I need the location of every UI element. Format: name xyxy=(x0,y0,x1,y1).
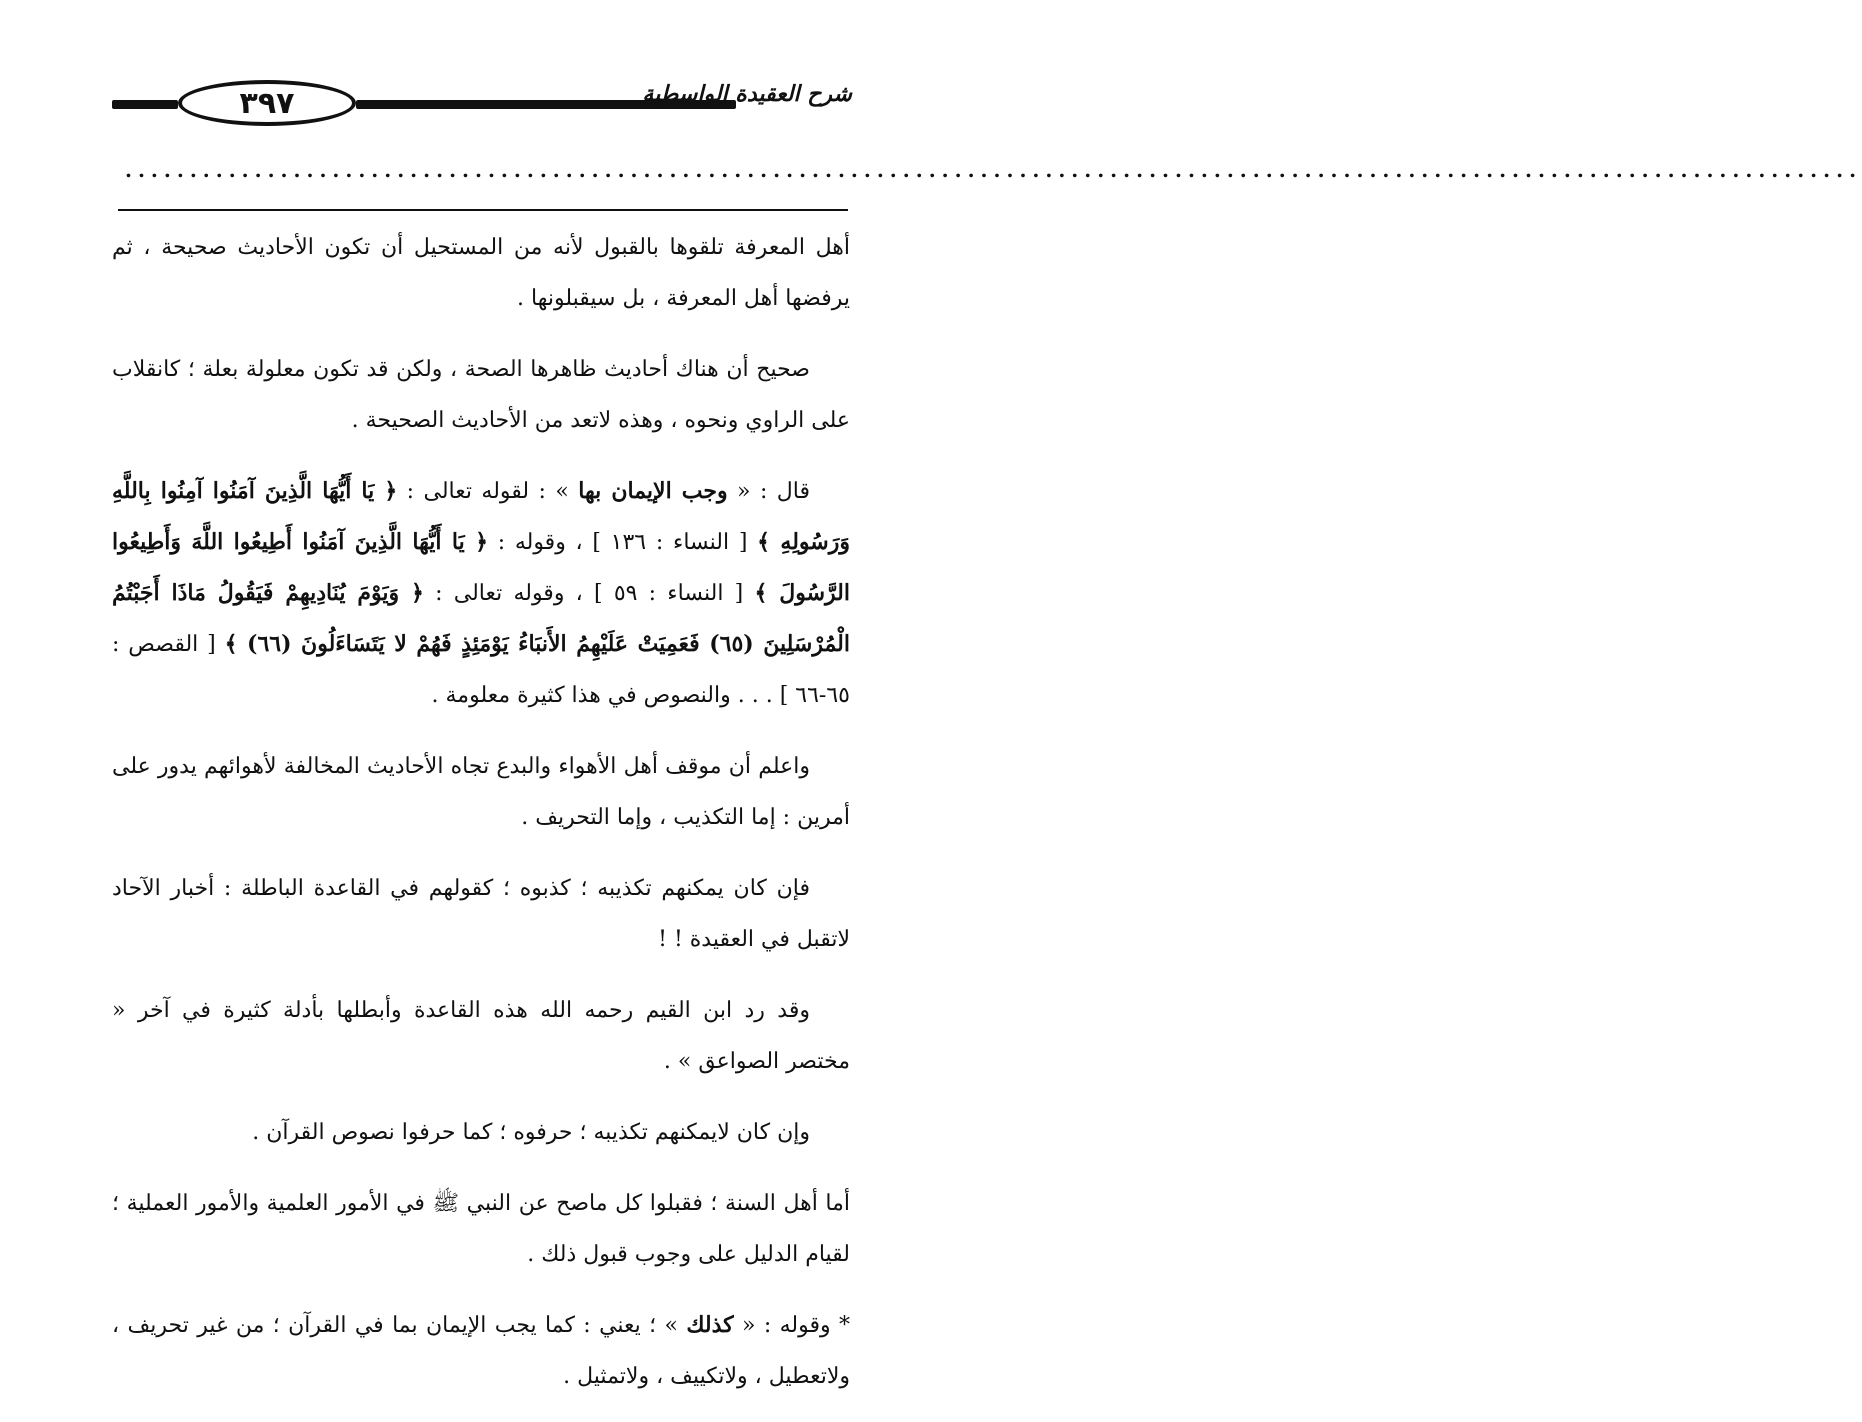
paragraph xyxy=(112,1300,850,1402)
text-run: وإن كان لايمكنهم تكذيبه ؛ حرفوه ؛ كما حرفوا نصوص القرآن . xyxy=(252,1120,810,1145)
paragraph xyxy=(112,863,850,965)
text-run: [ النساء : ٥٩ ] ، وقوله تعالى : xyxy=(423,581,755,606)
text-run: [ النساء : ١٣٦ ] ، وقوله : xyxy=(487,530,758,555)
paragraph xyxy=(112,741,850,843)
paragraph xyxy=(112,466,850,721)
text-run: [ القصص : ٦٥-٦٦ ] . . . والنصوص في هذا كثيرة معلومة . xyxy=(112,632,850,708)
paragraph xyxy=(112,344,850,446)
paragraph xyxy=(112,222,850,324)
emphasized-text: ﴿ يَا أَيُّهَا الَّذِينَ آمَنُوا آمِنُوا بِاللَّهِ وَرَسُولِهِ ﴾ xyxy=(112,478,850,555)
text-run: قال : « xyxy=(727,479,810,504)
text-run: واعلم أن موقف أهل الأهواء والبدع تجاه الأحاديث المخالفة لأهوائهم يدور على أمرين : إما التكذيب ، وإما التحريف . xyxy=(112,754,850,830)
text-run: فإن كان يمكنهم تكذيبه ؛ كذبوه ؛ كقولهم في القاعدة الباطلة : أخبار الآحاد لاتقبل في العقيدة ! ! xyxy=(112,876,850,952)
emphasized-text: ﴿ يَا أَيُّهَا الَّذِينَ آمَنُوا أَطِيعُوا اللَّهَ وَأَطِيعُوا الرَّسُولَ ﴾ xyxy=(112,529,850,606)
dotted-separator: ...................................................................................................................................... xyxy=(125,158,1862,182)
text-run: » : لقوله تعالى : xyxy=(397,479,579,504)
paragraph xyxy=(112,1178,850,1280)
page-number: ٣٩٧ xyxy=(178,80,356,126)
text-run: وقد رد ابن القيم رحمه الله هذه القاعدة وأبطلها بأدلة كثيرة في آخر « مختصر الصواعق » . xyxy=(112,998,850,1074)
paragraph xyxy=(112,1107,850,1158)
emphasized-text: وجب الإيمان بها xyxy=(578,478,728,504)
text-run: أما أهل السنة ؛ فقبلوا كل ماصح عن النبي ﷺ في الأمور العلمية والأمور العملية ؛ لقيام الدليل على وجوب قبول ذلك . xyxy=(112,1191,850,1267)
paragraph xyxy=(112,985,850,1087)
emphasized-text: كذلك xyxy=(686,1312,734,1338)
text-run: أهل المعرفة تلقوها بالقبول لأنه من المستحيل أن تكون الأحاديث صحيحة ، ثم يرفضها أهل المعرفة ، بل سيقبلونها . xyxy=(112,235,850,311)
separator-line xyxy=(118,209,848,211)
text-run: * وقوله : « xyxy=(733,1313,850,1338)
text-run: » ؛ يعني : كما يجب الإيمان بما في القرآن ؛ من غير تحريف ، ولاتعطيل ، ولاتكييف ، ولاتمثيل . xyxy=(112,1313,850,1389)
emphasized-text: ﴿ وَيَوْمَ يُنَادِيهِمْ فَيَقُولُ مَاذَا أَجَبْتُمُ الْمُرْسَلِينَ (٦٥) فَعَمِيَتْ عَلَيْهِمُ الأَنبَاءُ يَوْمَئِذٍ فَهُمْ لا يَتَسَاءَلُونَ (٦٦) ﴾ xyxy=(112,580,850,657)
header-rule-left xyxy=(112,100,178,109)
body-text xyxy=(112,222,850,1422)
book-title: شرح العقيدة الواسطية xyxy=(642,82,852,107)
text-run: صحيح أن هناك أحاديث ظاهرها الصحة ، ولكن قد تكون معلولة بعلة ؛ كانقلاب على الراوي ونحوه ، وهذه لاتعد من الأحاديث الصحيحة . xyxy=(112,357,850,433)
page-header xyxy=(112,76,852,132)
